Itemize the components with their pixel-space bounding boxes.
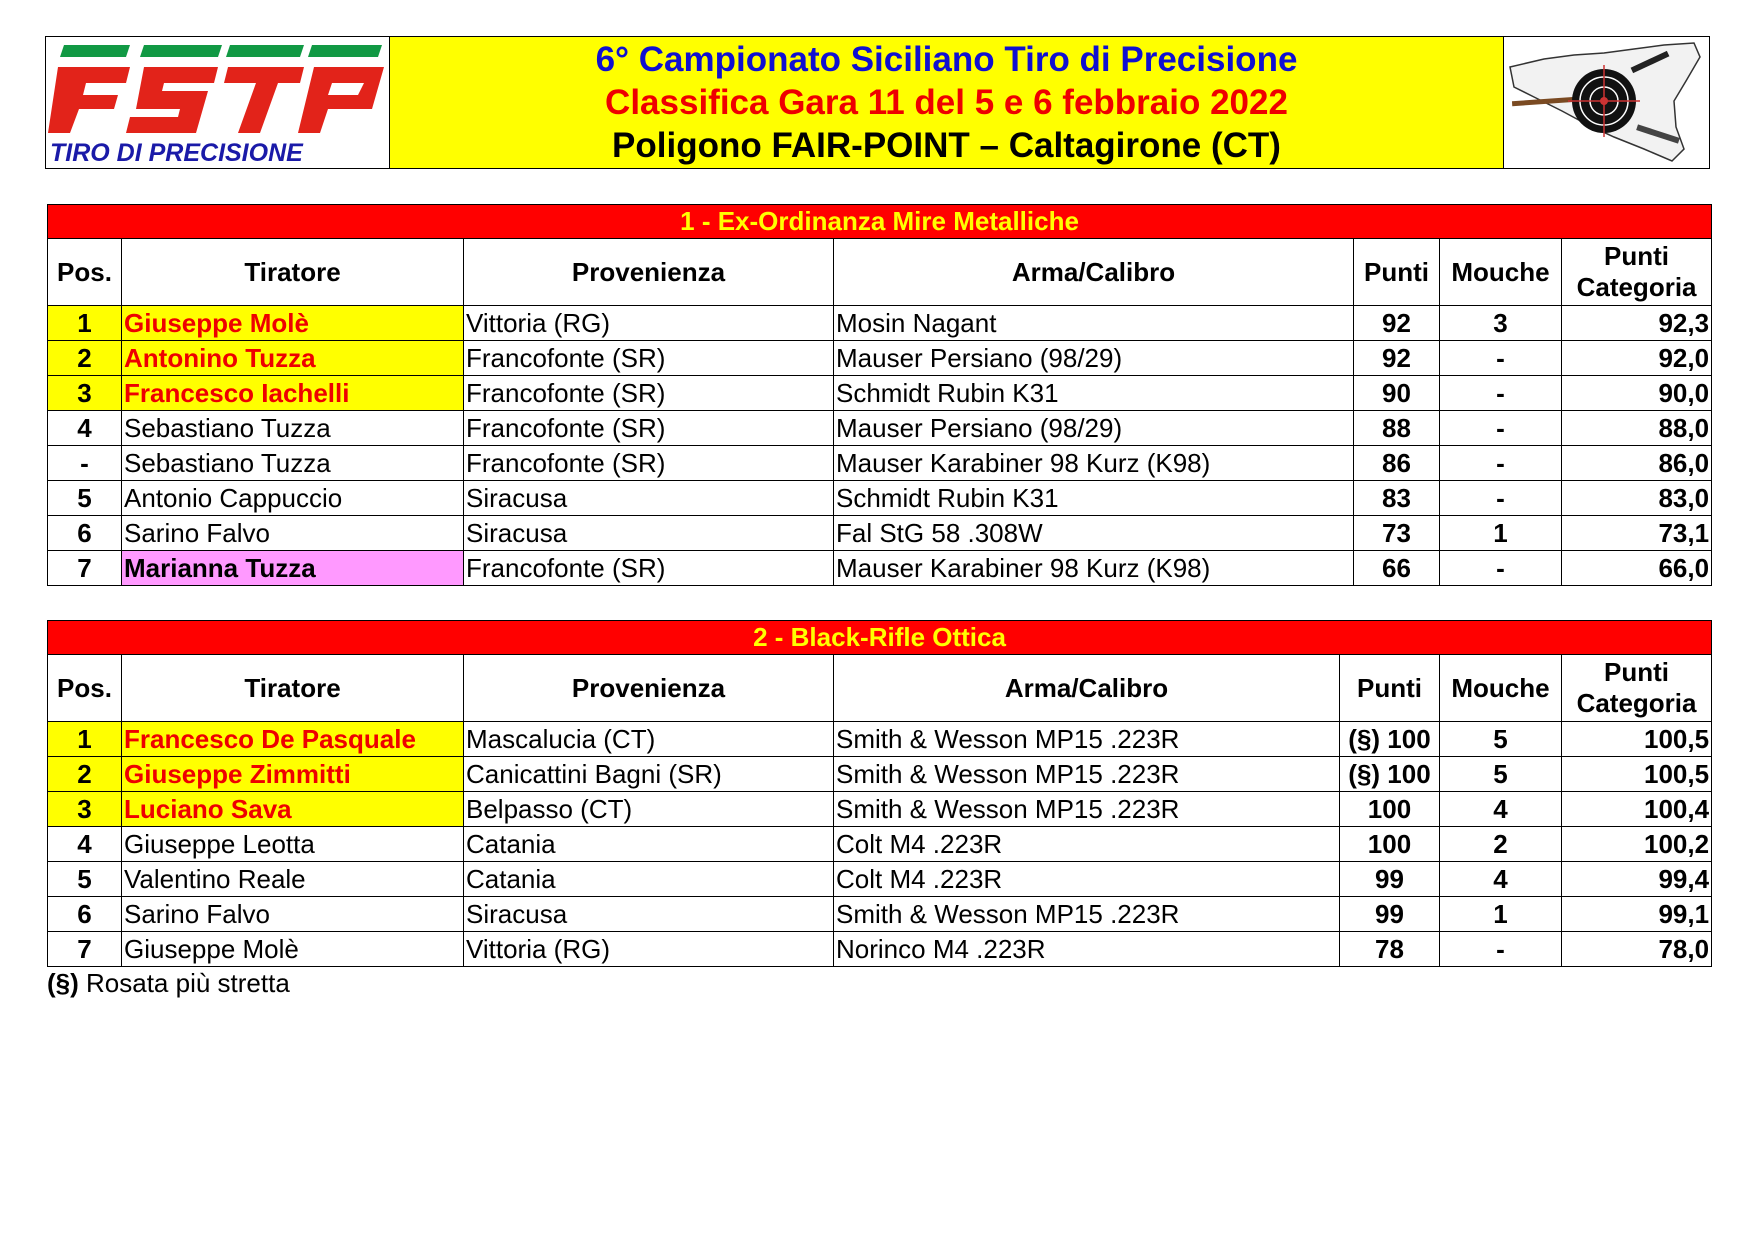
table-row bbox=[48, 411, 1712, 446]
cell-punti: 90 bbox=[1354, 376, 1440, 411]
ranking-title: Classifica Gara 11 del 5 e 6 febbraio 2022 bbox=[605, 83, 1288, 122]
col-pos: Pos. bbox=[48, 655, 122, 722]
cell-arma: Smith & Wesson MP15 .223R bbox=[834, 722, 1340, 757]
cell-arma: Norinco M4 .223R bbox=[834, 932, 1340, 967]
cell-provenienza: Francofonte (SR) bbox=[464, 341, 834, 376]
cell-pos: 3 bbox=[48, 792, 122, 827]
cell-provenienza: Vittoria (RG) bbox=[464, 932, 834, 967]
cell-arma: Mosin Nagant bbox=[834, 306, 1354, 341]
cell-mouche: 4 bbox=[1440, 792, 1562, 827]
cell-punti-categoria: 78,0 bbox=[1562, 932, 1712, 967]
cell-mouche: - bbox=[1440, 551, 1562, 586]
cell-punti: 88 bbox=[1354, 411, 1440, 446]
col-provenienza: Provenienza bbox=[464, 239, 834, 306]
col-categoria-line2: Categoria bbox=[1576, 272, 1697, 302]
cell-tiratore: Marianna Tuzza bbox=[122, 551, 464, 586]
cell-provenienza: Vittoria (RG) bbox=[464, 306, 834, 341]
cell-tiratore: Antonio Cappuccio bbox=[122, 481, 464, 516]
cell-mouche: - bbox=[1440, 932, 1562, 967]
column-headers bbox=[48, 239, 1712, 306]
cell-pos: - bbox=[48, 446, 122, 481]
cell-tiratore: Sebastiano Tuzza bbox=[122, 446, 464, 481]
cell-mouche: 4 bbox=[1440, 862, 1562, 897]
cell-punti: 66 bbox=[1354, 551, 1440, 586]
cell-provenienza: Canicattini Bagni (SR) bbox=[464, 757, 834, 792]
cell-tiratore: Sarino Falvo bbox=[122, 516, 464, 551]
footnote-text: Rosata più stretta bbox=[78, 968, 290, 998]
table-row bbox=[48, 932, 1712, 967]
fstp-logo-icon bbox=[46, 37, 388, 168]
title-block bbox=[390, 37, 1504, 168]
col-arma: Arma/Calibro bbox=[834, 655, 1340, 722]
table-row bbox=[48, 446, 1712, 481]
cell-punti-categoria: 92,3 bbox=[1562, 306, 1712, 341]
table-row bbox=[48, 341, 1712, 376]
cell-mouche: - bbox=[1440, 411, 1562, 446]
cell-punti-categoria: 100,5 bbox=[1562, 757, 1712, 792]
col-pos: Pos. bbox=[48, 239, 122, 306]
cell-punti-categoria: 100,2 bbox=[1562, 827, 1712, 862]
cell-punti-categoria: 86,0 bbox=[1562, 446, 1712, 481]
cell-tiratore: Antonino Tuzza bbox=[122, 341, 464, 376]
cell-punti-categoria: 73,1 bbox=[1562, 516, 1712, 551]
sicily-map-target-icon bbox=[1504, 37, 1707, 168]
cell-provenienza: Catania bbox=[464, 862, 834, 897]
col-punti: Punti bbox=[1340, 655, 1440, 722]
cell-punti-categoria: 92,0 bbox=[1562, 341, 1712, 376]
cell-pos: 5 bbox=[48, 862, 122, 897]
venue-title: Poligono FAIR-POINT – Caltagirone (CT) bbox=[612, 126, 1281, 165]
results-table-black-rifle bbox=[47, 620, 1712, 967]
footnote bbox=[47, 968, 290, 999]
cell-punti: 92 bbox=[1354, 341, 1440, 376]
col-tiratore: Tiratore bbox=[122, 239, 464, 306]
cell-punti-categoria: 99,1 bbox=[1562, 897, 1712, 932]
section-header bbox=[48, 205, 1712, 239]
cell-tiratore: Sarino Falvo bbox=[122, 897, 464, 932]
cell-arma: Smith & Wesson MP15 .223R bbox=[834, 757, 1340, 792]
table-row bbox=[48, 481, 1712, 516]
col-categoria-line1: Punti bbox=[1604, 241, 1670, 271]
cell-tiratore: Sebastiano Tuzza bbox=[122, 411, 464, 446]
cell-provenienza: Siracusa bbox=[464, 481, 834, 516]
cell-pos: 2 bbox=[48, 757, 122, 792]
table-row bbox=[48, 516, 1712, 551]
cell-punti: 92 bbox=[1354, 306, 1440, 341]
section-header bbox=[48, 621, 1712, 655]
col-punti: Punti bbox=[1354, 239, 1440, 306]
col-tiratore: Tiratore bbox=[122, 655, 464, 722]
table-row bbox=[48, 722, 1712, 757]
col-categoria-line1: Punti bbox=[1604, 657, 1670, 687]
results-table-ex-ordinanza bbox=[47, 204, 1712, 586]
cell-mouche: 3 bbox=[1440, 306, 1562, 341]
cell-punti: 99 bbox=[1340, 862, 1440, 897]
cell-punti: 73 bbox=[1354, 516, 1440, 551]
cell-arma: Smith & Wesson MP15 .223R bbox=[834, 792, 1340, 827]
cell-tiratore: Giuseppe Leotta bbox=[122, 827, 464, 862]
cell-punti: 83 bbox=[1354, 481, 1440, 516]
cell-punti: 100 bbox=[1340, 827, 1440, 862]
cell-punti: 99 bbox=[1340, 897, 1440, 932]
footnote-symbol: (§) bbox=[47, 968, 79, 998]
cell-arma: Colt M4 .223R bbox=[834, 827, 1340, 862]
document-header bbox=[45, 36, 1710, 169]
table-row bbox=[48, 376, 1712, 411]
cell-punti: (§) 100 bbox=[1340, 757, 1440, 792]
cell-mouche: 2 bbox=[1440, 827, 1562, 862]
cell-pos: 4 bbox=[48, 411, 122, 446]
table-row bbox=[48, 792, 1712, 827]
cell-pos: 6 bbox=[48, 516, 122, 551]
cell-mouche: 1 bbox=[1440, 897, 1562, 932]
cell-pos: 4 bbox=[48, 827, 122, 862]
cell-tiratore: Francesco De Pasquale bbox=[122, 722, 464, 757]
cell-mouche: 5 bbox=[1440, 757, 1562, 792]
table-row bbox=[48, 306, 1712, 341]
cell-arma: Schmidt Rubin K31 bbox=[834, 481, 1354, 516]
cell-mouche: - bbox=[1440, 376, 1562, 411]
cell-mouche: 5 bbox=[1440, 722, 1562, 757]
cell-mouche: - bbox=[1440, 341, 1562, 376]
championship-title: 6° Campionato Siciliano Tiro di Precisione bbox=[595, 40, 1298, 79]
col-provenienza: Provenienza bbox=[464, 655, 834, 722]
cell-provenienza: Siracusa bbox=[464, 516, 834, 551]
cell-arma: Mauser Karabiner 98 Kurz (K98) bbox=[834, 446, 1354, 481]
table-row bbox=[48, 862, 1712, 897]
cell-arma: Mauser Persiano (98/29) bbox=[834, 411, 1354, 446]
cell-provenienza: Francofonte (SR) bbox=[464, 551, 834, 586]
table-row bbox=[48, 757, 1712, 792]
section-title: 1 - Ex-Ordinanza Mire Metalliche bbox=[48, 205, 1712, 239]
cell-punti-categoria: 83,0 bbox=[1562, 481, 1712, 516]
cell-provenienza: Belpasso (CT) bbox=[464, 792, 834, 827]
cell-pos: 6 bbox=[48, 897, 122, 932]
fstp-logo bbox=[46, 37, 390, 168]
cell-mouche: - bbox=[1440, 481, 1562, 516]
cell-punti-categoria: 66,0 bbox=[1562, 551, 1712, 586]
sicily-map bbox=[1504, 37, 1709, 168]
column-headers bbox=[48, 655, 1712, 722]
cell-punti-categoria: 100,4 bbox=[1562, 792, 1712, 827]
section-title: 2 - Black-Rifle Ottica bbox=[48, 621, 1712, 655]
cell-punti-categoria: 99,4 bbox=[1562, 862, 1712, 897]
cell-tiratore: Valentino Reale bbox=[122, 862, 464, 897]
cell-punti: 100 bbox=[1340, 792, 1440, 827]
col-categoria bbox=[1562, 239, 1712, 306]
cell-arma: Mauser Karabiner 98 Kurz (K98) bbox=[834, 551, 1354, 586]
cell-arma: Colt M4 .223R bbox=[834, 862, 1340, 897]
col-arma: Arma/Calibro bbox=[834, 239, 1354, 306]
cell-provenienza: Siracusa bbox=[464, 897, 834, 932]
cell-mouche: 1 bbox=[1440, 516, 1562, 551]
cell-pos: 1 bbox=[48, 306, 122, 341]
cell-provenienza: Francofonte (SR) bbox=[464, 376, 834, 411]
table-row bbox=[48, 897, 1712, 932]
cell-arma: Smith & Wesson MP15 .223R bbox=[834, 897, 1340, 932]
col-categoria bbox=[1562, 655, 1712, 722]
cell-arma: Schmidt Rubin K31 bbox=[834, 376, 1354, 411]
cell-pos: 2 bbox=[48, 341, 122, 376]
cell-provenienza: Catania bbox=[464, 827, 834, 862]
cell-punti: (§) 100 bbox=[1340, 722, 1440, 757]
col-categoria-line2: Categoria bbox=[1576, 688, 1697, 718]
cell-arma: Fal StG 58 .308W bbox=[834, 516, 1354, 551]
cell-pos: 3 bbox=[48, 376, 122, 411]
cell-tiratore: Giuseppe Molè bbox=[122, 932, 464, 967]
cell-pos: 7 bbox=[48, 932, 122, 967]
cell-provenienza: Mascalucia (CT) bbox=[464, 722, 834, 757]
table-row bbox=[48, 551, 1712, 586]
cell-mouche: - bbox=[1440, 446, 1562, 481]
col-mouche: Mouche bbox=[1440, 239, 1562, 306]
cell-punti: 78 bbox=[1340, 932, 1440, 967]
cell-tiratore: Francesco Iachelli bbox=[122, 376, 464, 411]
cell-tiratore: Giuseppe Molè bbox=[122, 306, 464, 341]
cell-pos: 5 bbox=[48, 481, 122, 516]
table-row bbox=[48, 827, 1712, 862]
cell-provenienza: Francofonte (SR) bbox=[464, 446, 834, 481]
cell-punti: 86 bbox=[1354, 446, 1440, 481]
cell-tiratore: Giuseppe Zimmitti bbox=[122, 757, 464, 792]
cell-tiratore: Luciano Sava bbox=[122, 792, 464, 827]
cell-pos: 1 bbox=[48, 722, 122, 757]
logo-subtitle: TIRO DI PRECISIONE bbox=[50, 139, 303, 167]
cell-provenienza: Francofonte (SR) bbox=[464, 411, 834, 446]
cell-arma: Mauser Persiano (98/29) bbox=[834, 341, 1354, 376]
cell-punti-categoria: 88,0 bbox=[1562, 411, 1712, 446]
cell-punti-categoria: 100,5 bbox=[1562, 722, 1712, 757]
cell-punti-categoria: 90,0 bbox=[1562, 376, 1712, 411]
col-mouche: Mouche bbox=[1440, 655, 1562, 722]
cell-pos: 7 bbox=[48, 551, 122, 586]
